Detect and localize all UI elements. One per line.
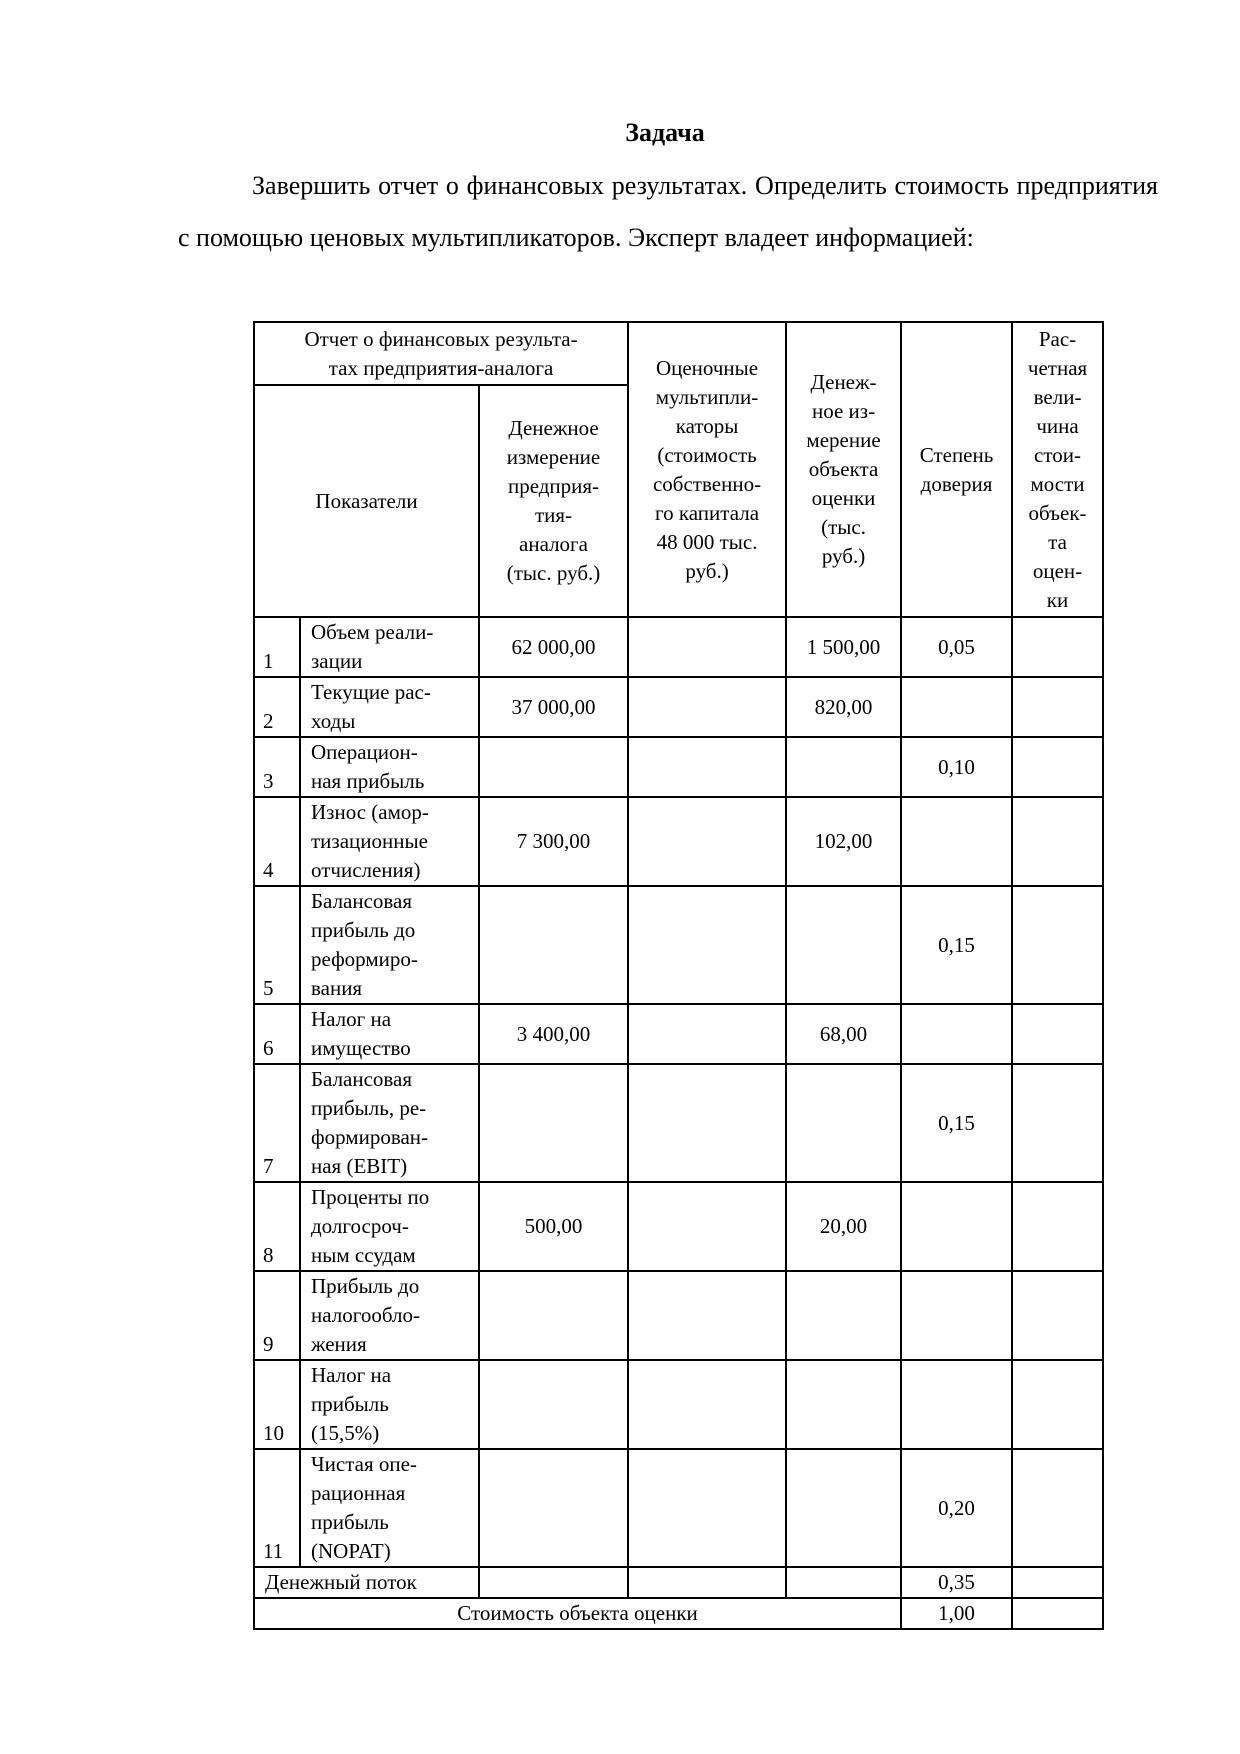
indicator-name-line: ная прибыль bbox=[311, 769, 425, 793]
row-calc bbox=[1012, 797, 1103, 886]
cashflow-row bbox=[254, 1567, 1103, 1598]
indicator-name-line: Чистая опе- bbox=[311, 1452, 417, 1476]
indicator-name-line: ходы bbox=[311, 709, 356, 733]
indicator-name-line: прибыль bbox=[311, 1392, 389, 1416]
row-multiplier bbox=[628, 1360, 786, 1449]
row-number: 6 bbox=[254, 1004, 300, 1064]
header-object-line: Денеж- bbox=[810, 370, 877, 394]
indicator-name-line: ная (EBIT) bbox=[311, 1154, 408, 1178]
row-multiplier bbox=[628, 1271, 786, 1360]
indicator-name-line: Текущие рас- bbox=[311, 680, 431, 704]
row-indicator-name bbox=[300, 797, 479, 886]
header-object-line: мерение bbox=[806, 428, 881, 452]
row-multiplier bbox=[628, 1064, 786, 1182]
row-trust: 0,15 bbox=[901, 1064, 1012, 1182]
indicator-name-line: вания bbox=[311, 976, 363, 1000]
header-analog-line: тия- bbox=[534, 503, 573, 527]
header-calc bbox=[1012, 322, 1103, 617]
indicator-name-line: отчисления) bbox=[311, 858, 421, 882]
cashflow-object bbox=[786, 1567, 901, 1598]
table-row bbox=[254, 1004, 1103, 1064]
row-calc bbox=[1012, 1449, 1103, 1567]
row-multiplier bbox=[628, 1182, 786, 1271]
row-number: 4 bbox=[254, 797, 300, 886]
header-calc-line: четная bbox=[1027, 355, 1088, 380]
row-number: 10 bbox=[254, 1360, 300, 1449]
row-calc bbox=[1012, 1182, 1103, 1271]
header-object-line: оценки bbox=[811, 486, 876, 510]
header-multipliers-line: собственно- bbox=[652, 471, 762, 496]
indicator-name-line: прибыль, ре- bbox=[311, 1096, 427, 1120]
group-header-line: тах предприятия-аналога bbox=[328, 355, 554, 380]
row-trust bbox=[901, 1004, 1012, 1064]
row-analog-value: 62 000,00 bbox=[479, 617, 628, 677]
header-multipliers-line: мультипли- bbox=[655, 384, 759, 409]
header-calc-line: та bbox=[1048, 529, 1067, 554]
header-object-line: объекта bbox=[808, 457, 879, 481]
row-object-value bbox=[786, 1360, 901, 1449]
header-trust-line: Степень bbox=[919, 442, 994, 467]
total-row bbox=[254, 1598, 1103, 1629]
row-multiplier bbox=[628, 677, 786, 737]
row-indicator-name bbox=[300, 1271, 479, 1360]
indicator-name-line: прибыль до bbox=[311, 918, 416, 942]
row-indicator-name bbox=[300, 1004, 479, 1064]
row-analog-value: 500,00 bbox=[479, 1182, 628, 1271]
cashflow-calc bbox=[1012, 1567, 1103, 1598]
row-calc bbox=[1012, 886, 1103, 1004]
cashflow-label: Денежный поток bbox=[254, 1567, 479, 1598]
row-analog-value bbox=[479, 1064, 628, 1182]
row-object-value bbox=[786, 1449, 901, 1567]
header-analog-line: предприя- bbox=[507, 474, 600, 498]
total-calc bbox=[1012, 1598, 1103, 1629]
table-row bbox=[254, 886, 1103, 1004]
header-analog-line: аналога bbox=[519, 532, 588, 556]
task-title: Задача bbox=[625, 118, 705, 147]
row-analog-value: 7 300,00 bbox=[479, 797, 628, 886]
row-number: 7 bbox=[254, 1064, 300, 1182]
header-object-line: руб.) bbox=[821, 544, 866, 568]
indicator-name-line: налогообло- bbox=[311, 1303, 420, 1327]
header-calc-line: чина bbox=[1036, 413, 1079, 438]
indicator-name-line: прибыль bbox=[311, 1510, 389, 1534]
row-object-value bbox=[786, 1271, 901, 1360]
cashflow-multiplier bbox=[628, 1567, 786, 1598]
cashflow-trust: 0,35 bbox=[901, 1567, 1012, 1598]
row-indicator-name bbox=[300, 1182, 479, 1271]
row-object-value bbox=[786, 737, 901, 797]
indicator-name-line: Износ (амор- bbox=[311, 800, 429, 824]
row-object-value: 820,00 bbox=[786, 677, 901, 737]
indicator-name-line: зации bbox=[311, 649, 363, 673]
row-trust bbox=[901, 1271, 1012, 1360]
indicator-name-line: Балансовая bbox=[311, 889, 413, 913]
row-trust: 0,15 bbox=[901, 886, 1012, 1004]
row-object-value bbox=[786, 886, 901, 1004]
row-analog-value bbox=[479, 1271, 628, 1360]
indicator-name-line: Объем реали- bbox=[311, 620, 434, 644]
row-trust bbox=[901, 1360, 1012, 1449]
indicator-name-line: Операцион- bbox=[311, 740, 418, 764]
indicator-name-line: Прибыль до bbox=[311, 1274, 420, 1298]
indicator-name-line: Балансовая bbox=[311, 1067, 413, 1091]
header-calc-line: Рас- bbox=[1038, 326, 1077, 351]
row-indicator-name bbox=[300, 886, 479, 1004]
indicator-name-line: (15,5%) bbox=[311, 1421, 380, 1445]
header-object-line: ное из- bbox=[811, 399, 876, 423]
indicator-name-line: имущество bbox=[311, 1036, 411, 1060]
header-object-line: (тыс. bbox=[821, 515, 866, 539]
table-row bbox=[254, 797, 1103, 886]
row-multiplier bbox=[628, 1004, 786, 1064]
row-number: 1 bbox=[254, 617, 300, 677]
group-header bbox=[254, 322, 628, 385]
row-calc bbox=[1012, 1004, 1103, 1064]
row-object-value: 102,00 bbox=[786, 797, 901, 886]
cashflow-analog bbox=[479, 1567, 628, 1598]
header-multipliers-line: го капитала bbox=[655, 500, 760, 525]
header-indicators: Показатели bbox=[254, 385, 479, 617]
row-analog-value: 37 000,00 bbox=[479, 677, 628, 737]
header-multipliers-line: (стоимость bbox=[657, 442, 757, 467]
row-indicator-name bbox=[300, 1449, 479, 1567]
header-calc-line: оцен- bbox=[1032, 558, 1083, 583]
row-analog-value bbox=[479, 1449, 628, 1567]
table-row bbox=[254, 617, 1103, 677]
row-multiplier bbox=[628, 886, 786, 1004]
row-multiplier bbox=[628, 797, 786, 886]
row-indicator-name bbox=[300, 677, 479, 737]
row-object-value: 20,00 bbox=[786, 1182, 901, 1271]
row-calc bbox=[1012, 1064, 1103, 1182]
total-label: Стоимость объекта оценки bbox=[254, 1598, 901, 1629]
header-analog-line: Денежное bbox=[508, 416, 599, 440]
table-row bbox=[254, 1449, 1103, 1567]
indicator-name-line: жения bbox=[311, 1332, 367, 1356]
row-multiplier bbox=[628, 1449, 786, 1567]
row-multiplier bbox=[628, 617, 786, 677]
row-indicator-name bbox=[300, 617, 479, 677]
row-calc bbox=[1012, 617, 1103, 677]
row-number: 2 bbox=[254, 677, 300, 737]
row-number: 11 bbox=[254, 1449, 300, 1567]
indicator-name-line: (NOPAT) bbox=[311, 1539, 391, 1563]
indicator-name-line: тизационные bbox=[311, 829, 428, 853]
table-row bbox=[254, 1360, 1103, 1449]
row-analog-value bbox=[479, 1360, 628, 1449]
header-analog-line: (тыс. руб.) bbox=[506, 561, 601, 585]
row-object-value: 1 500,00 bbox=[786, 617, 901, 677]
row-number: 9 bbox=[254, 1271, 300, 1360]
header-multipliers-line: Оценочные bbox=[655, 355, 759, 380]
table-row bbox=[254, 737, 1103, 797]
header-row-1 bbox=[254, 322, 1103, 385]
header-calc-line: ки bbox=[1046, 587, 1069, 612]
row-object-value: 68,00 bbox=[786, 1004, 901, 1064]
row-object-value bbox=[786, 1064, 901, 1182]
indicator-name-line: формирован- bbox=[311, 1125, 429, 1149]
header-multipliers-line: 48 000 тыс. bbox=[656, 529, 758, 554]
header-calc-line: объек- bbox=[1028, 500, 1087, 525]
row-analog-value bbox=[479, 886, 628, 1004]
indicator-name-line: ным ссудам bbox=[311, 1243, 416, 1267]
header-multipliers-line: руб.) bbox=[685, 558, 729, 583]
indicator-name-line: Налог на bbox=[311, 1363, 392, 1387]
row-indicator-name bbox=[300, 737, 479, 797]
task-intro: Завершить отчет о финансовых результатах. Определить стоимость предприятия с помощью ценовых мультипликаторов. Эксперт владеет информацией: bbox=[178, 171, 1158, 252]
header-trust-line: доверия bbox=[920, 471, 993, 496]
financial-report-table bbox=[253, 321, 1104, 1630]
row-trust: 0,20 bbox=[901, 1449, 1012, 1567]
row-trust bbox=[901, 677, 1012, 737]
indicator-name-line: рационная bbox=[311, 1481, 406, 1505]
row-calc bbox=[1012, 1360, 1103, 1449]
row-calc bbox=[1012, 677, 1103, 737]
row-calc bbox=[1012, 1271, 1103, 1360]
row-trust: 0,10 bbox=[901, 737, 1012, 797]
table-row bbox=[254, 1064, 1103, 1182]
indicator-name-line: Проценты по bbox=[311, 1185, 430, 1209]
header-analog bbox=[479, 385, 628, 617]
header-multipliers bbox=[628, 322, 786, 617]
row-trust bbox=[901, 797, 1012, 886]
header-object bbox=[786, 322, 901, 617]
row-number: 8 bbox=[254, 1182, 300, 1271]
header-analog-line: измерение bbox=[506, 445, 601, 469]
row-analog-value bbox=[479, 737, 628, 797]
table-row bbox=[254, 677, 1103, 737]
row-indicator-name bbox=[300, 1360, 479, 1449]
header-calc-line: мости bbox=[1030, 471, 1085, 496]
header-trust bbox=[901, 322, 1012, 617]
row-number: 5 bbox=[254, 886, 300, 1004]
table-row bbox=[254, 1182, 1103, 1271]
row-multiplier bbox=[628, 737, 786, 797]
indicator-name-line: Налог на bbox=[311, 1007, 392, 1031]
row-analog-value: 3 400,00 bbox=[479, 1004, 628, 1064]
indicator-name-line: реформиро- bbox=[311, 947, 418, 971]
indicator-name-line: долгосроч- bbox=[311, 1214, 409, 1238]
header-calc-line: стои- bbox=[1034, 442, 1081, 467]
header-calc-line: вели- bbox=[1033, 384, 1082, 409]
header-multipliers-line: каторы bbox=[675, 413, 739, 438]
total-trust: 1,00 bbox=[901, 1598, 1012, 1629]
row-calc bbox=[1012, 737, 1103, 797]
row-trust bbox=[901, 1182, 1012, 1271]
row-indicator-name bbox=[300, 1064, 479, 1182]
group-header-line: Отчет о финансовых результа- bbox=[304, 326, 578, 351]
table-row bbox=[254, 1271, 1103, 1360]
row-trust: 0,05 bbox=[901, 617, 1012, 677]
row-number: 3 bbox=[254, 737, 300, 797]
